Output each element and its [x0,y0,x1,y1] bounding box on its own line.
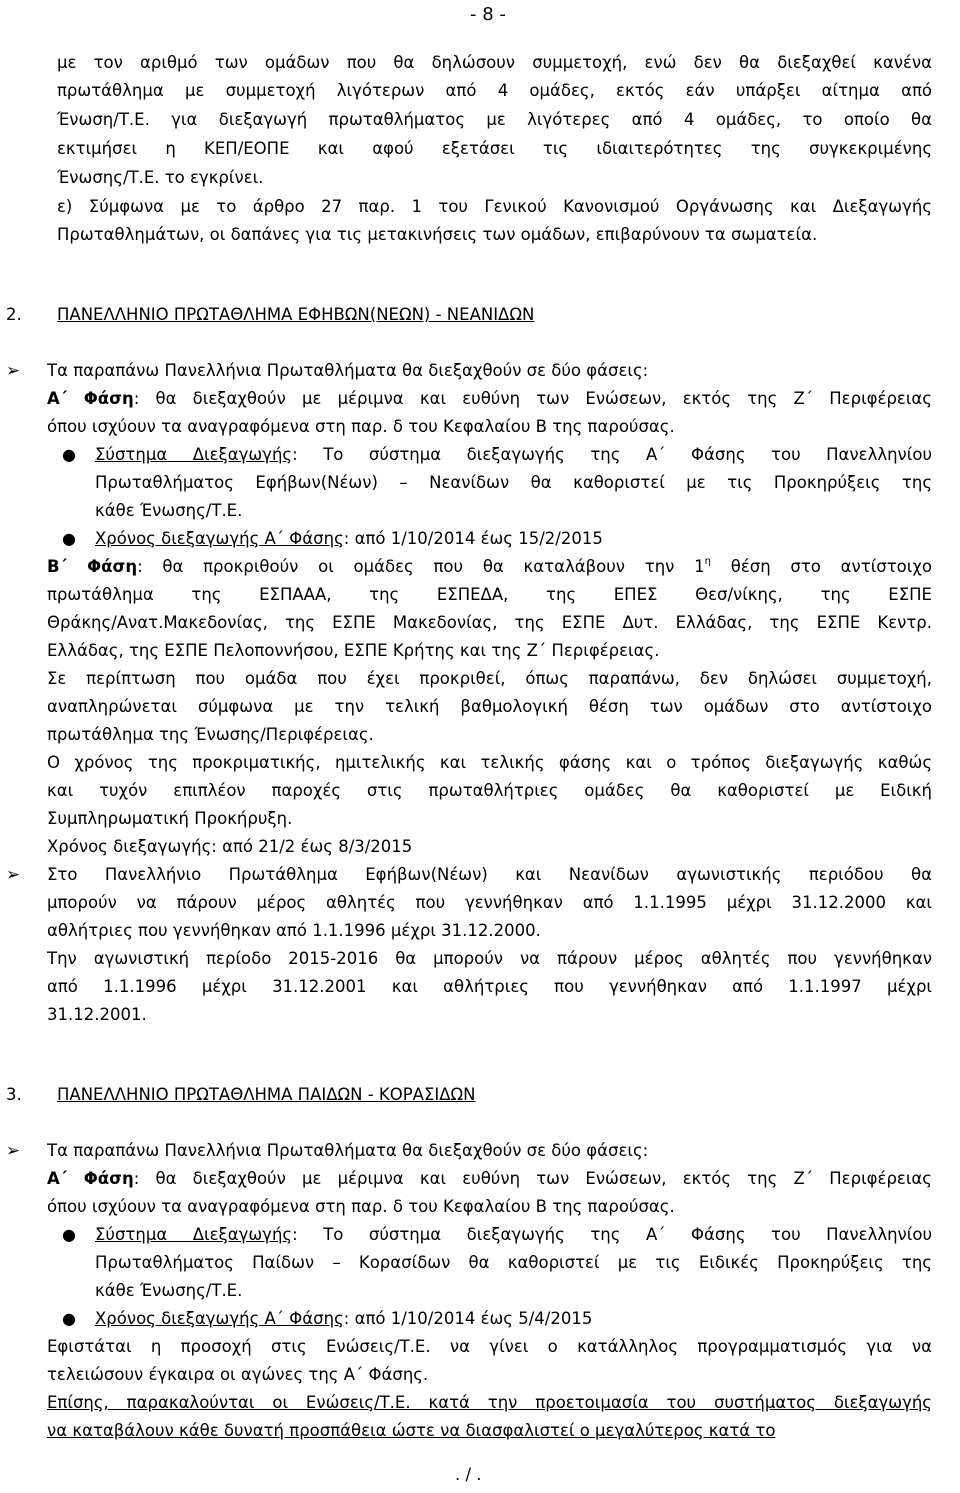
system-line [95,442,932,468]
system-line: Πρωταθλήματος Εφήβων(Νέων) – Νεανίδων θα καθοριστεί με τις Προκηρύξεις της [95,473,932,492]
phase-a-line [47,1166,932,1192]
intro-line: Ένωσης/Τ.Ε. το εγκρίνει. [57,168,264,187]
paragraph-line: πρωτάθλημα της Ένωσης/Περιφέρειας. [47,725,374,744]
intro-line: με τον αριθμό των ομάδων που θα δηλώσουν συμμετοχή, ενώ δεν θα διεξαχθεί κανένα [57,53,932,72]
time-line [95,1306,592,1332]
section-title: ΠΑΝΕΛΛΗΝΙΟ ΠΡΩΤΑΘΛΗΜΑ ΠΑΙΔΩΝ - ΚΟΡΑΣΙΔΩΝ [57,1085,476,1104]
phase-b-text: : θα προκριθούν οι ομάδες που θα καταλάβουν την 1 [137,557,705,576]
system-line: κάθε Ένωσης/Τ.Ε. [95,501,243,520]
paragraph-line: Εφιστάται η προσοχή στις Ενώσεις/Τ.Ε. να γίνει ο κατάλληλος προγραμματισμός για να [47,1337,932,1356]
phase-b-sup: η [704,555,711,567]
final-phase-time: Χρόνος διεξαγωγής: από 21/2 έως 8/3/2015 [47,837,413,856]
time-label: Χρόνος διεξαγωγής Α΄ Φάσης [95,529,344,548]
phases-intro: Τα παραπάνω Πανελλήνια Πρωταθλήματα θα διεξαχθούν σε δύο φάσεις: [47,1141,649,1160]
phase-b-line [47,554,932,580]
ages-line: Στο Πανελλήνιο Πρωτάθλημα Εφήβων(Νέων) και Νεανίδων αγωνιστικής περιόδου θα [47,865,932,884]
phase-a-label: Α΄ Φάση [47,389,134,408]
ages-line: 31.12.2001. [47,1005,147,1024]
paragraph-line: τελειώσουν έγκαιρα οι αγώνες της Α΄ Φάσης. [47,1365,429,1384]
section-number: 2. [6,305,22,324]
section-title: ΠΑΝΕΛΛΗΝΙΟ ΠΡΩΤΑΘΛΗΜΑ ΕΦΗΒΩΝ(ΝΕΩΝ) - ΝΕΑΝΙΔΩΝ [57,305,535,324]
ages-line: αθλήτριες που γεννήθηκαν από 1.1.1996 μέχρι 31.12.2000. [47,921,541,940]
system-line: κάθε Ένωσης/Τ.Ε. [95,1281,243,1300]
system-label: Σύστημα Διεξαγωγής [95,1225,293,1244]
intro-line: Ένωση/Τ.Ε. για διεξαγωγή πρωταθλήματος με λιγότερες από 4 ομάδες, το οποίο θα [57,110,932,129]
time-text: : από 1/10/2014 έως 5/4/2015 [343,1309,593,1328]
phase-a-text: : θα διεξαχθούν με μέριμνα και ευθύνη των Ενώσεων, εκτός της Ζ΄ Περιφέρειας [133,389,932,408]
phase-a-text: : θα διεξαχθούν με μέριμνα και ευθύνη των Ενώσεων, εκτός της Ζ΄ Περιφέρειας [133,1169,932,1188]
paragraph-line: αναπληρώνεται σύμφωνα με την τελική βαθμολογική θέση των ομάδων στο αντίστοιχο [47,697,932,716]
paragraph-line: Σε περίπτωση που ομάδα που έχει προκριθεί, όπως παραπάνω, δεν δηλώσει συμμετοχή, [47,669,932,688]
phase-a-line: όπου ισχύουν τα αναγραφόμενα στη παρ. δ του Κεφαλαίου Β της παρούσας. [47,417,675,436]
clause-e-line: ε) Σύμφωνα με το άρθρο 27 παρ. 1 του Γενικού Κανονισμού Οργάνωσης και Διεξαγωγής [57,197,932,216]
bullet-dot-icon: ● [62,529,76,548]
system-text: : Το σύστημα διεξαγωγής της Α΄ Φάσης του Πανελληνίου [292,445,932,464]
phase-b-line: πρωτάθλημα της ΕΣΠΑΑΑ, της ΕΣΠΕΔΑ, της ΕΠΕΣ Θεσ/νίκης, της ΕΣΠΕ [47,585,932,604]
paragraph-line: Συμπληρωματική Προκήρυξη. [47,809,293,828]
ages-line: από 1.1.1996 μέχρι 31.12.2001 και αθλήτριες που γεννήθηκαν από 1.1.1997 μέχρι [47,977,932,996]
ages-line: μπορούν να πάρουν μέρος αθλητές που γεννήθηκαν από 1.1.1995 μέχρι 31.12.2000 και [47,893,932,912]
system-line [95,1222,932,1248]
system-label: Σύστημα Διεξαγωγής [95,445,293,464]
underlined-line: Επίσης, παρακαλούνται οι Ενώσεις/Τ.Ε. κατά την προετοιμασία του συστήματος διεξαγωγής [47,1393,932,1412]
arrow-bullet-icon: ➢ [6,865,21,885]
system-line: Πρωταθλήματος Παίδων – Κορασίδων θα καθοριστεί με τις Ειδικές Προκηρύξεις της [95,1253,932,1272]
phase-b-text-end: θέση στο αντίστοιχο [710,557,932,576]
continuation-mark: . / . [455,1465,482,1484]
paragraph-line: και τυχόν επιπλέον παροχές στις πρωταθλήτριες ομάδες θα καθοριστεί με Ειδική [47,781,932,800]
underlined-line: να καταβάλουν κάθε δυνατή προσπάθεια ώστε να διασφαλιστεί ο μεγαλύτερος κατά το [47,1421,776,1440]
page-number: - 8 - [470,4,506,25]
time-line [95,526,603,552]
arrow-bullet-icon: ➢ [6,1141,21,1161]
clause-e-line: Πρωταθλημάτων, οι δαπάνες για τις μετακινήσεις των ομάδων, επιβαρύνουν τα σωματεία. [57,225,818,244]
phase-b-line: Θράκης/Ανατ.Μακεδονίας, της ΕΣΠΕ Μακεδονίας, της ΕΣΠΕ Δυτ. Ελλάδας, της ΕΣΠΕ Κεντρ. [47,613,932,632]
section-number: 3. [6,1085,22,1104]
time-label: Χρόνος διεξαγωγής Α΄ Φάσης [95,1309,344,1328]
intro-line: πρωτάθλημα με συμμετοχή λιγότερων από 4 ομάδες, εκτός εάν υπάρξει αίτημα από [57,81,932,100]
phase-a-label: Α΄ Φάση [47,1169,134,1188]
bullet-dot-icon: ● [62,445,76,464]
time-text: : από 1/10/2014 έως 15/2/2015 [343,529,603,548]
system-text: : Το σύστημα διεξαγωγής της Α΄ Φάσης του Πανελληνίου [292,1225,932,1244]
ages-line: Την αγωνιστική περίοδο 2015-2016 θα μπορούν να πάρουν μέρος αθλητές που γεννήθηκαν [47,949,932,968]
phase-b-line: Ελλάδας, της ΕΣΠΕ Πελοποννήσου, ΕΣΠΕ Κρήτης και της Ζ΄ Περιφέρειας. [47,641,660,660]
bullet-dot-icon: ● [62,1225,76,1244]
paragraph-line: Ο χρόνος της προκριματικής, ημιτελικής και τελικής φάσης και ο τρόπος διεξαγωγής καθώς [47,753,932,772]
bullet-dot-icon: ● [62,1309,76,1328]
phase-b-label: Β΄ Φάση [47,557,138,576]
arrow-bullet-icon: ➢ [6,361,21,381]
phase-a-line [47,386,932,412]
phases-intro: Τα παραπάνω Πανελλήνια Πρωταθλήματα θα διεξαχθούν σε δύο φάσεις: [47,361,649,380]
phase-a-line: όπου ισχύουν τα αναγραφόμενα στη παρ. δ του Κεφαλαίου Β της παρούσας. [47,1197,675,1216]
intro-line: εκτιμήσει η ΚΕΠ/ΕΟΠΕ και αφού εξετάσει τις ιδιαιτερότητες της συγκεκριμένης [57,139,932,158]
